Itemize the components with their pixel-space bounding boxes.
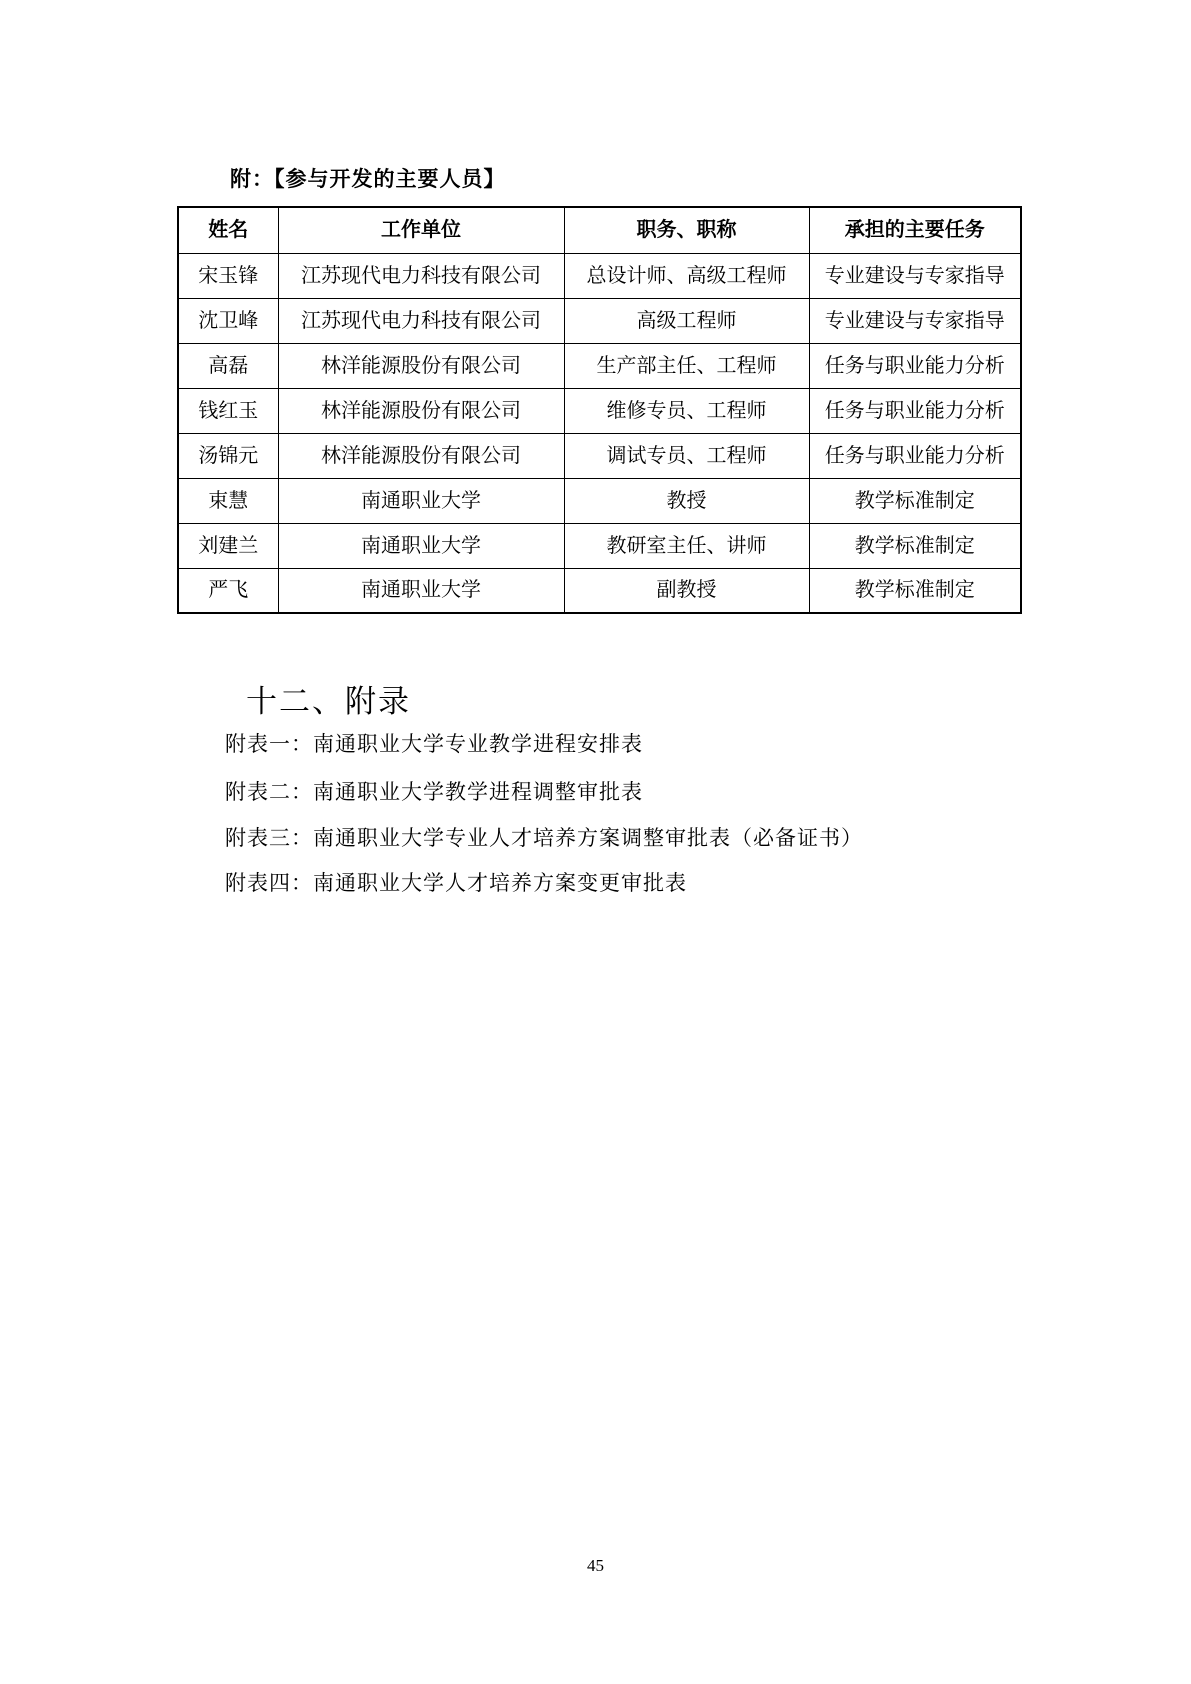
appendix-item-2: 附表二：南通职业大学教学进程调整审批表 — [225, 780, 643, 804]
cell-name: 刘建兰 — [178, 523, 278, 568]
cell-task: 教学标准制定 — [809, 523, 1021, 568]
cell-task: 任务与职业能力分析 — [809, 343, 1021, 388]
cell-task: 专业建设与专家指导 — [809, 298, 1021, 343]
cell-name: 沈卫峰 — [178, 298, 278, 343]
column-header-name: 姓名 — [178, 207, 278, 253]
cell-title: 生产部主任、工程师 — [564, 343, 809, 388]
cell-name: 宋玉锋 — [178, 253, 278, 298]
table-row — [178, 478, 1021, 523]
cell-task: 任务与职业能力分析 — [809, 433, 1021, 478]
appendix-item-3: 附表三：南通职业大学专业人才培养方案调整审批表（必备证书） — [225, 826, 863, 850]
cell-title: 高级工程师 — [564, 298, 809, 343]
cell-workunit: 江苏现代电力科技有限公司 — [278, 253, 564, 298]
table-row — [178, 433, 1021, 478]
cell-workunit: 南通职业大学 — [278, 523, 564, 568]
cell-name: 严飞 — [178, 568, 278, 613]
cell-name: 汤锦元 — [178, 433, 278, 478]
cell-task: 教学标准制定 — [809, 478, 1021, 523]
column-header-title: 职务、职称 — [564, 207, 809, 253]
table-header-row — [178, 207, 1021, 253]
cell-title: 副教授 — [564, 568, 809, 613]
table-row — [178, 298, 1021, 343]
cell-workunit: 林洋能源股份有限公司 — [278, 343, 564, 388]
table-row — [178, 253, 1021, 298]
table-row — [178, 343, 1021, 388]
cell-task: 任务与职业能力分析 — [809, 388, 1021, 433]
cell-title: 总设计师、高级工程师 — [564, 253, 809, 298]
attachment-heading: 附：【参与开发的主要人员】 — [230, 168, 506, 191]
column-header-task: 承担的主要任务 — [809, 207, 1021, 253]
cell-title: 教授 — [564, 478, 809, 523]
cell-workunit: 林洋能源股份有限公司 — [278, 388, 564, 433]
appendix-item-4: 附表四：南通职业大学人才培养方案变更审批表 — [225, 871, 687, 895]
appendix-item-1: 附表一：南通职业大学专业教学进程安排表 — [225, 732, 643, 756]
cell-title: 调试专员、工程师 — [564, 433, 809, 478]
cell-name: 束慧 — [178, 478, 278, 523]
cell-name: 高磊 — [178, 343, 278, 388]
section-heading-appendix: 十二、附录 — [246, 684, 411, 719]
cell-title: 教研室主任、讲师 — [564, 523, 809, 568]
personnel-table — [177, 206, 1022, 614]
cell-task: 教学标准制定 — [809, 568, 1021, 613]
cell-workunit: 江苏现代电力科技有限公司 — [278, 298, 564, 343]
cell-name: 钱红玉 — [178, 388, 278, 433]
page-number: 45 — [587, 1556, 604, 1575]
cell-task: 专业建设与专家指导 — [809, 253, 1021, 298]
table-row — [178, 523, 1021, 568]
cell-title: 维修专员、工程师 — [564, 388, 809, 433]
table-row — [178, 388, 1021, 433]
cell-workunit: 南通职业大学 — [278, 478, 564, 523]
table-row — [178, 568, 1021, 613]
cell-workunit: 南通职业大学 — [278, 568, 564, 613]
cell-workunit: 林洋能源股份有限公司 — [278, 433, 564, 478]
column-header-workunit: 工作单位 — [278, 207, 564, 253]
